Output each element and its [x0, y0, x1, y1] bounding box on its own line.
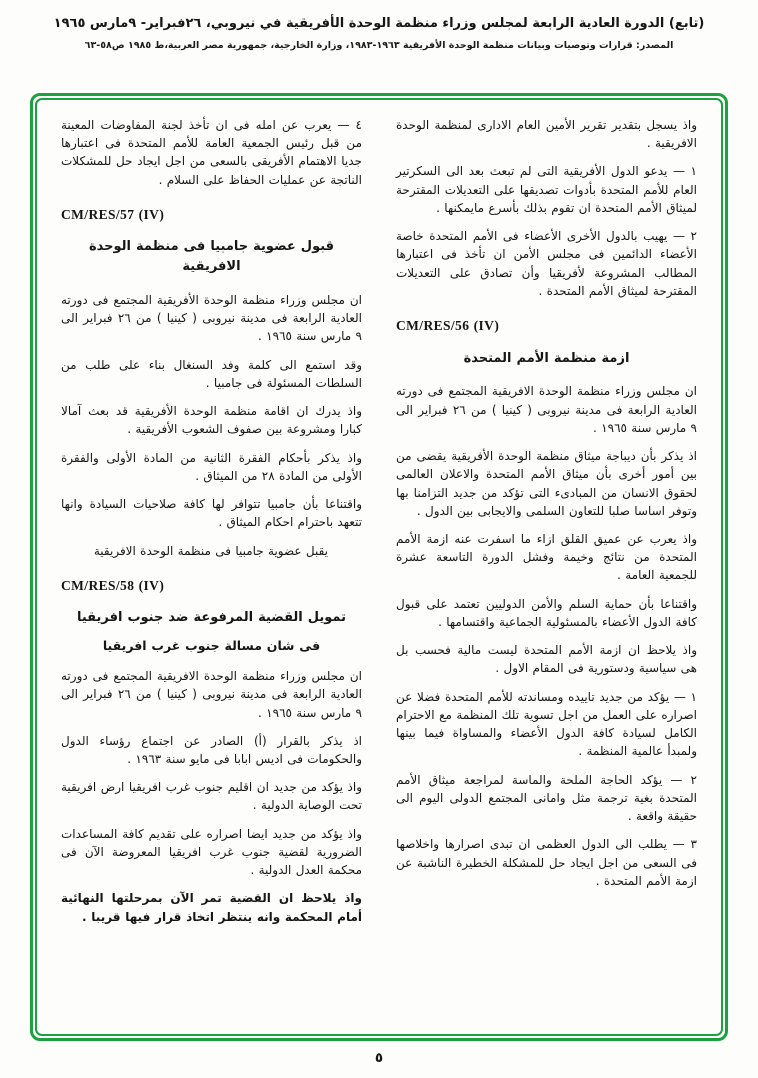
header-source-line: المصدر: قرارات وتوصيات وبيانات منظمة الوحدة الأفريقية ١٩٦٣-١٩٨٣، وزارة الخارجية، جمهورية مصر العربية،ط ١٩٨٥ ص٥٨-٦٣: [84, 40, 674, 51]
paragraph: ١ — يدعو الدول الأفريقية التى لم تبعث بعد الى السكرتير العام للأمم المتحدة بأدوات تصديقها على التعديلات المقترحة لميثاق الأمم المتحدة ان تقوم بذلك بأسرع مايمكنها .: [396, 164, 697, 215]
green-border-frame: [30, 93, 728, 1041]
text-columns: [33, 96, 725, 1038]
column-left: [61, 116, 362, 1022]
resolution-code: CM/RES/57 (IV): [61, 206, 165, 222]
paragraph: واذ يلاحظ ان ازمة الأمم المتحدة ليست مالية فحسب بل هى سياسية ودستورية فى المقام الاول .: [396, 643, 697, 676]
paragraph: ١ — يؤكد من جديد تاييده ومساندته للأمم المتحدة فضلا عن اصراره على العمل من اجل تسوية تلك المنظمة مع الاحترام الكامل لسيادة كافة الدول الأعضاء والمساواة فيما بينها ولمبدأ عالمية المنظمة .: [396, 689, 697, 759]
paragraph: واذ يسجل بتقدير تقرير الأمين العام الادارى لمنظمة الوحدة الافريقية .: [396, 118, 697, 151]
paragraph: ان مجلس وزراء منظمة الوحدة الافريقية المجتمع فى دورته العادية الرابعة فى مدينة نيروبى ( كينيا ) من ٢٦ فبراير الى ٩ مارس سنة ١٩٦٥ .: [61, 669, 362, 720]
paragraph: ٢ — يهيب بالدول الأخرى الأعضاء فى الأمم المتحدة خاصة الأعضاء الدائمين فى مجلس الأمن ان تأخذ فى اعتبارها المطالب المشروعة لأفريقيا وأن تصادق على التعديلات المقترحة لميثاق الأمم المتحدة .: [396, 229, 697, 298]
paragraph: ٤ — يعرب عن امله فى ان تأخذ لجنة المفاوضات المعينة من قبل رئيس الجمعية العامة للأمم المتحدة فى اعتبارها جديا الاهتمام الأفريقى بالسعى من اجل ايجاد حل للمشكلات الناتجة عن عمليات الحفاظ على السلام .: [61, 118, 362, 187]
paragraph: اذ يذكر بأن ديباجة ميثاق منظمة الوحدة الأفريقية يقضى من بين أمور أخرى بأن ميثاق الأمم المتحدة والاعلان العالمى لحقوق الانسان من المبادىء التى تؤكد من جديد التزامنا بها وتوفر اساسا صلبا للتعاون السلمى والايجابى بين الدول .: [396, 449, 697, 518]
paragraph: واذ يؤكد من جديد ايضا اصراره على تقديم كافة المساعدات الضرورية لقضية جنوب غرب افريقيا المعروضة الآن فى محكمة العدل الدولية .: [61, 826, 362, 878]
paragraph: واذ يدرك ان اقامة منظمة الوحدة الأفريقية قد بعث آمالا كبارا ومشروعة بين صفوف الشعوب الأفريقية .: [61, 404, 362, 437]
paragraph: واقتناعا بأن حماية السلم والأمن الدوليين تعتمد على قبول كافة الدول الأعضاء بالمسئولية الجماعية واقتسامها .: [396, 596, 697, 629]
paragraph: ان مجلس وزراء منظمة الوحدة الافريقية المجتمع فى دورته العادية الرابعة فى مدينة نيروبى ( كينيا ) من ٢٦ فبراير الى ٩ مارس سنة ١٩٦٥ .: [396, 384, 697, 435]
resolution-code: CM/RES/58 (IV): [61, 577, 165, 593]
section-heading: قبول عضوية جامبيا فى منظمة الوحدة الافريقية: [88, 239, 335, 275]
paragraph: وقد استمع الى كلمة وفد السنغال بناء على طلب من السلطات المسئولة فى جامبيا .: [61, 357, 362, 390]
section-heading: تمويل القضية المرفوعة ضد جنوب افريقيا: [76, 610, 347, 626]
operative-clause: يقبل عضوية جامبيا فى منظمة الوحدة الافريقية: [93, 543, 328, 558]
paragraph: واذ يؤكد من جديد ان اقليم جنوب غرب افريقيا ارض افريقية تحت الوصاية الدولية .: [61, 780, 362, 813]
page-number: ٥: [374, 1050, 384, 1066]
column-right: [396, 116, 697, 1022]
paragraph: ان مجلس وزراء منظمة الوحدة الأفريقية المجتمع فى دورته العادية الرابعة فى مدينة نيروبى ( كينيا ) من ٢٦ فبراير الى ٩ مارس سنة ١٩٦٥ .: [61, 292, 362, 344]
header-title: (تابع) الدورة العادية الرابعة لمجلس وزراء منظمة الوحدة الأفريقية في نيروبي، ٢٦فبراير- ٩مارس ١٩٦٥: [53, 16, 705, 31]
paragraph: واذ يعرب عن عميق القلق ازاء ما اسفرت عنه ازمة الأمم المتحدة من نتائج وخيمة وفشل الدورة التاسعة عشرة للجمعية العامة .: [396, 532, 697, 583]
section-subheading: فى شان مسالة جنوب غرب افريقيا: [102, 638, 321, 654]
paragraph: واذ يذكر بأحكام الفقرة الثانية من المادة الأولى والفقرة الأولى من المادة ٢٨ من الميثاق .: [61, 450, 362, 483]
paragraph-bold: واذ يلاحظ ان القضية تمر الآن بمرحلتها النهائية أمام المحكمة وانه ينتظر اتخاذ قرار فيها قريبا .: [61, 891, 362, 924]
resolution-code: CM/RES/56 (IV): [396, 318, 500, 334]
paragraph: اذ يذكر بالقرار (أ) الصادر عن اجتماع رؤساء الدول والحكومات فى اديس ابابا فى مايو سنة ١٩٦٣ .: [61, 733, 362, 766]
paragraph: واقتناعا بأن جامبيا تتوافر لها كافة صلاحيات السيادة وانها تتعهد باحترام احكام الميثاق .: [61, 497, 362, 530]
paragraph: ٢ — يؤكد الحاجة الملحة والماسة لمراجعة ميثاق الأمم المتحدة بغية ترجمة مثل وامانى المجتمع الدولى اليوم الى حقيقة واقعة .: [396, 772, 697, 824]
paragraph: ٣ — يطلب الى الدول العظمى ان تبدى اصرارها واخلاصها فى السعى من اجل ايجاد حل للمشكلة الخطيرة الناشبة عن ازمة الأمم المتحدة .: [396, 837, 697, 888]
page-header: [14, 16, 744, 51]
section-heading: ازمة منظمة الأمم المتحدة: [463, 350, 630, 366]
